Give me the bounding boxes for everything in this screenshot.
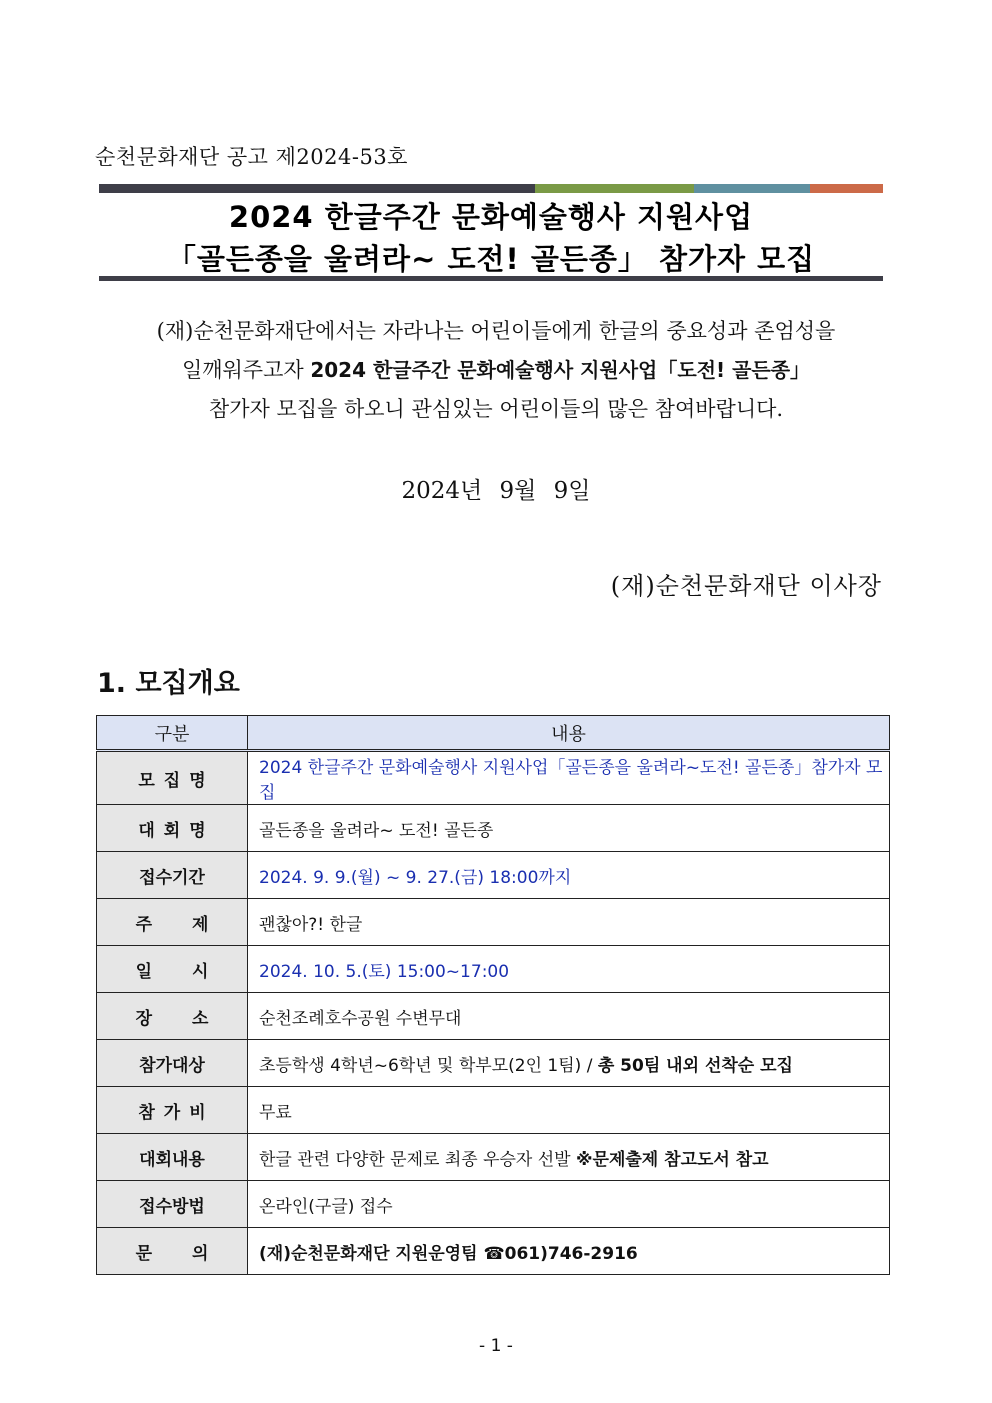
row-value: 순천조례호수공원 수변무대: [248, 993, 890, 1040]
intro-line-2: [60, 351, 932, 390]
row-label: 주제: [97, 899, 248, 946]
intro-line-1: (재)순천문화재단에서는 자라나는 어린이들에게 한글의 중요성과 존엄성을: [156, 319, 836, 343]
table-row: [97, 946, 890, 993]
notice-date: 2024년 9월 9일: [401, 478, 591, 504]
document-title: [99, 196, 883, 280]
row-label: 장소: [97, 993, 248, 1040]
title-top-bar: [99, 184, 883, 193]
bar-segment-teal: [694, 184, 810, 193]
bar-segment-dark: [99, 184, 535, 193]
table-row: [97, 1181, 890, 1228]
intro-line-2-bold: 2024 한글주간 문화예술행사 지원사업「도전! 골든종」: [310, 358, 811, 382]
row-value-bold: ※문제출제 참고도서 참고: [576, 1149, 769, 1170]
table-row: [97, 751, 890, 805]
table-row: [97, 1087, 890, 1134]
row-label: 대회내용: [97, 1134, 248, 1181]
row-label: 일시: [97, 946, 248, 993]
table-row: [97, 1040, 890, 1087]
row-value: 2024. 9. 9.(월) ~ 9. 27.(금) 18:00까지: [248, 852, 890, 899]
row-value: (재)순천문화재단 지원운영팀 ☎061)746-2916: [248, 1228, 890, 1275]
overview-table: [96, 715, 890, 1275]
table-row: [97, 1228, 890, 1275]
intro-line-3: 참가자 모집을 하오니 관심있는 어린이들의 많은 참여바랍니다.: [208, 397, 784, 421]
table-row: [97, 1134, 890, 1181]
row-label: 참가대상: [97, 1040, 248, 1087]
table-row: [97, 993, 890, 1040]
title-bottom-bar: [99, 276, 883, 281]
row-value: [248, 1040, 890, 1087]
row-label: 접수기간: [97, 852, 248, 899]
table-header-row: [97, 716, 890, 751]
row-label: 대회명: [97, 805, 248, 852]
section-title: 1. 모집개요: [97, 668, 240, 699]
row-label: 모집명: [97, 751, 248, 805]
title-line-1: 2024 한글주간 문화예술행사 지원사업: [228, 200, 754, 234]
row-value: 2024 한글주간 문화예술행사 지원사업「골든종을 울려라~도전! 골든종」참가자 모집: [248, 751, 890, 805]
row-value: 괜찮아?! 한글: [248, 899, 890, 946]
title-line-2: 「골든종을 울려라~ 도전! 골든종」 참가자 모집: [166, 242, 816, 276]
row-value-text: 한글 관련 다양한 문제로 최종 우승자 선발: [259, 1149, 577, 1170]
bar-segment-orange: [810, 184, 883, 193]
row-value-text: 초등학생 4학년~6학년 및 학부모(2인 1팀) /: [259, 1055, 598, 1076]
table-row: [97, 899, 890, 946]
bar-segment-green: [535, 184, 694, 193]
row-value-bold: 총 50팀 내외 선착순 모집: [597, 1055, 793, 1076]
row-value: 무료: [248, 1087, 890, 1134]
page-number: - 1 -: [479, 1336, 513, 1356]
intro-paragraph: [60, 312, 932, 429]
row-value: 온라인(구글) 접수: [248, 1181, 890, 1228]
row-label: 문의: [97, 1228, 248, 1275]
row-label: 참가비: [97, 1087, 248, 1134]
row-value: 2024. 10. 5.(토) 15:00~17:00: [248, 946, 890, 993]
row-value: 골든종을 울려라~ 도전! 골든종: [248, 805, 890, 852]
notice-number: 순천문화재단 공고 제2024-53호: [95, 145, 408, 169]
header-content: 내용: [248, 716, 890, 751]
signature: (재)순천문화재단 이사장: [610, 572, 882, 600]
row-value: [248, 1134, 890, 1181]
row-label: 접수방법: [97, 1181, 248, 1228]
intro-line-2-text: 일깨워주고자: [181, 358, 311, 382]
header-category: 구분: [97, 716, 248, 751]
table-row: [97, 852, 890, 899]
table-row: [97, 805, 890, 852]
